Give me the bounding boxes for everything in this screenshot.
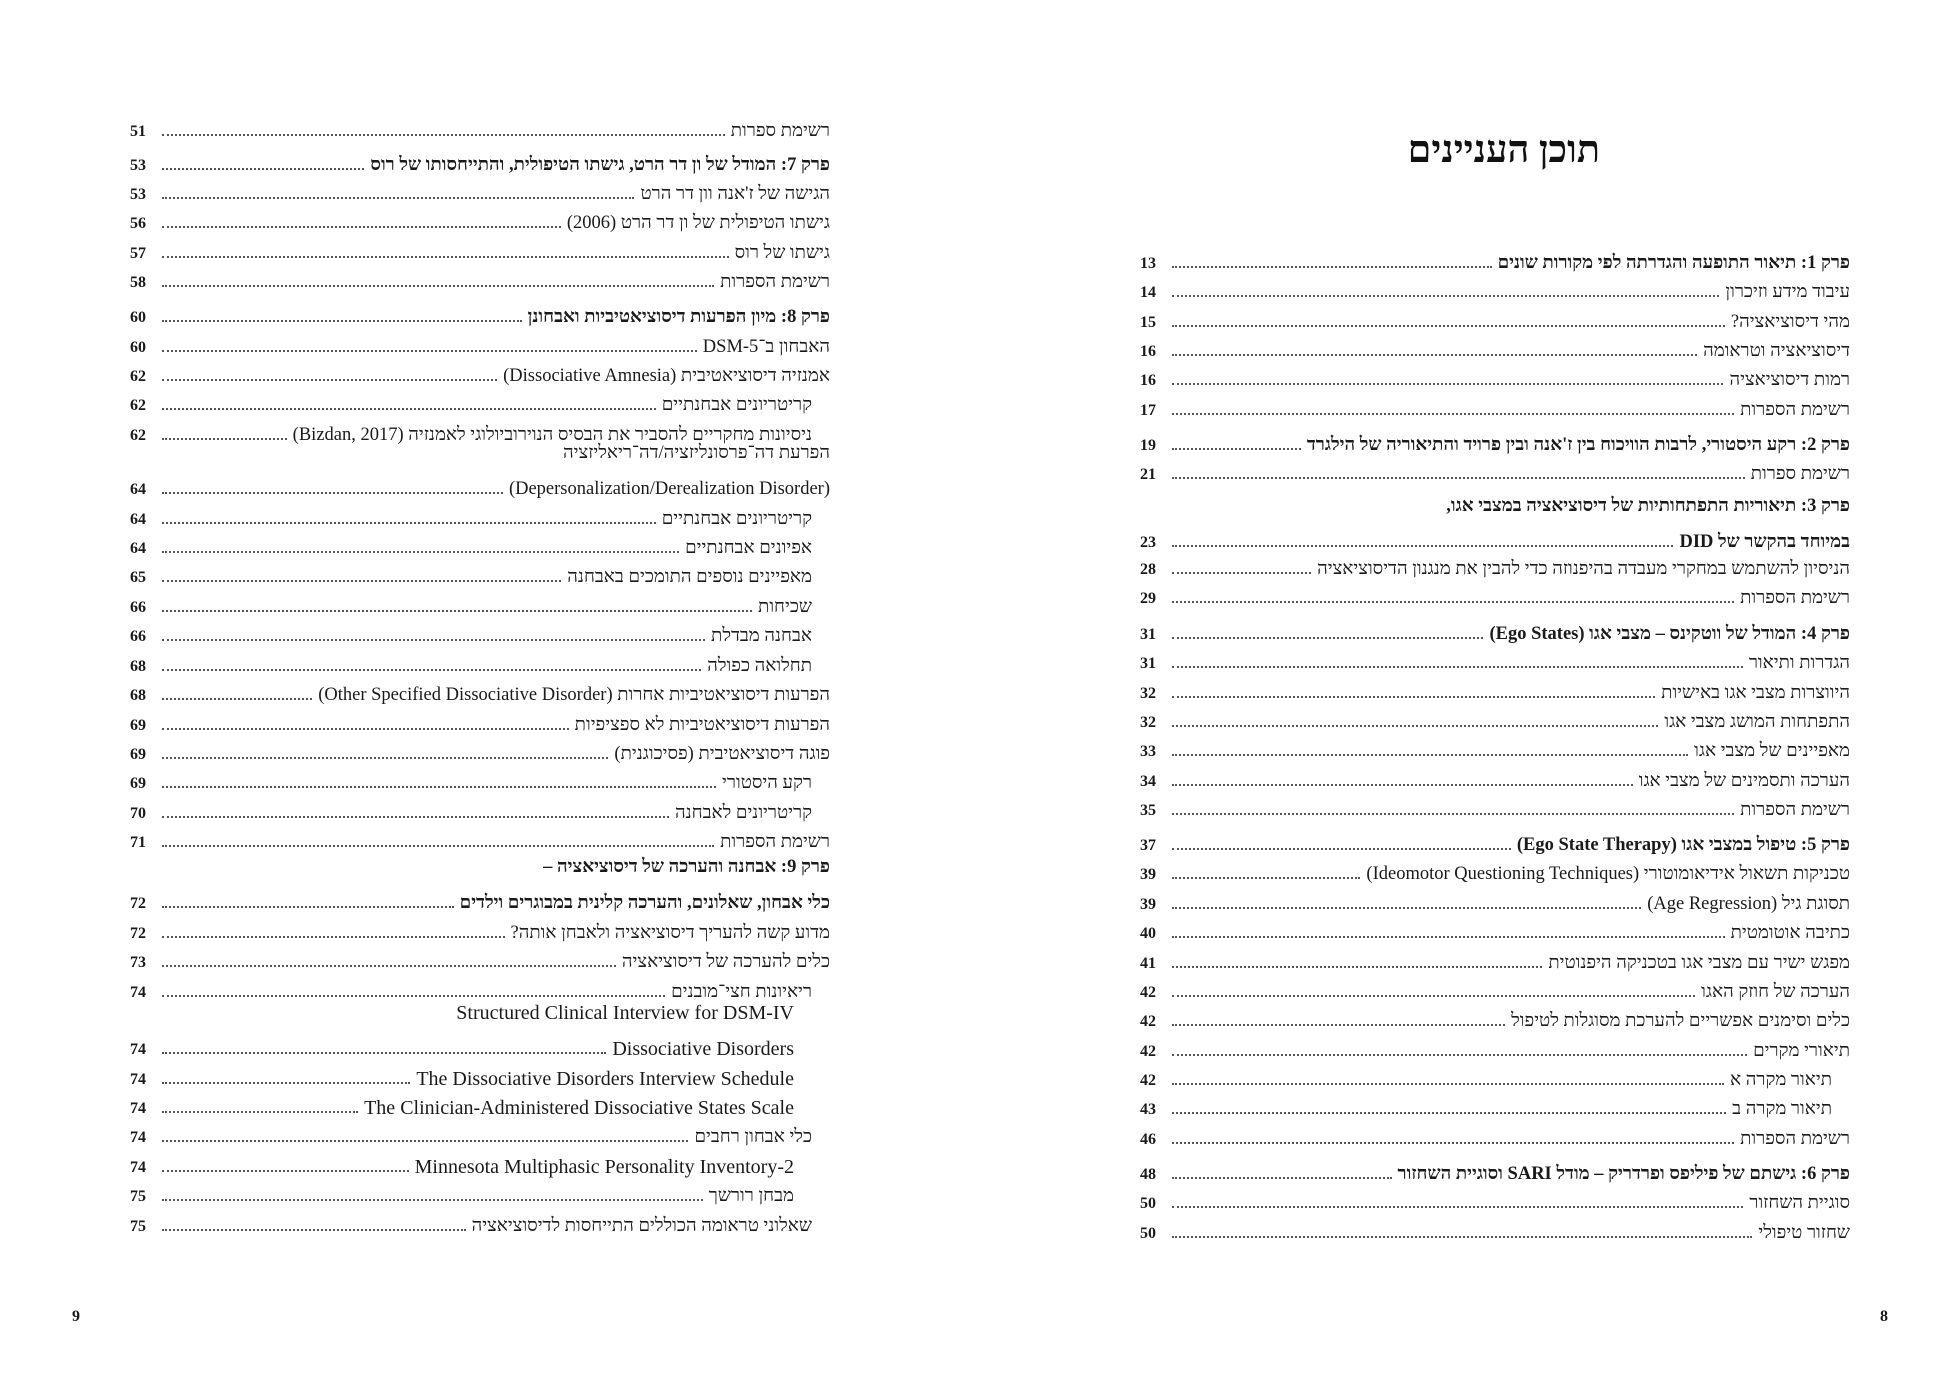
- page-number-left: 9: [72, 1308, 80, 1325]
- dot-leader: [1172, 1177, 1392, 1179]
- dot-leader: [162, 438, 287, 440]
- toc-page-number: 74: [130, 1159, 146, 1176]
- toc-page-number: 15: [1140, 314, 1156, 331]
- toc-page-number: 19: [1140, 437, 1156, 454]
- toc-entry-title: Dissociative Disorders: [612, 1038, 794, 1060]
- toc-page-number: 16: [1140, 343, 1156, 360]
- toc-entry-title: הפרעות דיסוציאטיביות לא ספציפיות: [574, 715, 830, 735]
- toc-entry-title: רשימת ספרות: [1750, 464, 1850, 484]
- toc-entry: [130, 235, 830, 265]
- dot-leader: [162, 1199, 703, 1201]
- toc-page-number: 73: [130, 954, 146, 971]
- toc-entry-title: תיאור מקרה א: [1729, 1070, 1832, 1090]
- toc-entry-title: פרק 5: טיפול במצבי אגו (Ego State Therapy): [1516, 835, 1850, 855]
- toc-entry: [1140, 1185, 1850, 1215]
- dot-leader: [162, 1140, 688, 1142]
- toc-entry: [1140, 1215, 1850, 1245]
- toc-entry-title: הפרעות דיסוציאטיביות אחרות (Other Specified Dissociative Disorder): [318, 685, 830, 705]
- toc-page-number: 32: [1140, 714, 1156, 731]
- toc-page-number: 39: [1140, 896, 1156, 913]
- toc-entry: [130, 824, 830, 854]
- toc-entry-title: רשימת הספרות: [720, 832, 830, 852]
- toc-entry: [130, 707, 830, 737]
- dot-leader: [162, 522, 656, 524]
- dot-leader: [162, 134, 725, 136]
- toc-entry-title: פרק 4: המודל של ווטקינס – מצבי אגו (Ego States): [1489, 624, 1850, 644]
- toc-entry-title-line1: הפרעת דה־פרסונליזציה/דה־ריאליזציה: [563, 443, 830, 463]
- dot-leader: [162, 1170, 409, 1172]
- toc-entry-title: רקע היסטורי: [722, 773, 812, 793]
- toc-page-number: 69: [130, 775, 146, 792]
- dot-leader: [1172, 601, 1734, 603]
- toc-entry-title: רשימת הספרות: [1740, 588, 1850, 608]
- toc-page-number: 50: [1140, 1195, 1156, 1212]
- toc-entry-title: קריטריונים אבחנתיים: [661, 395, 812, 415]
- toc-chapter-entry: [1140, 245, 1850, 275]
- toc-entry-title: (Depersonalization/Derealization Disorder): [508, 479, 830, 499]
- toc-entry-title: גישתו של רוס: [734, 243, 830, 263]
- toc-page-number: 42: [1140, 1013, 1156, 1030]
- toc-entry: [1140, 886, 1850, 916]
- dot-leader: [162, 256, 729, 258]
- dot-leader: [1172, 383, 1723, 385]
- toc-entry-title: כלי אבחון, שאלונים, והערכה קלינית במבוגרים וילדים: [459, 893, 830, 913]
- toc-entry-title: מאפיינים של מצבי אגו: [1694, 741, 1850, 761]
- toc-entry: [130, 1119, 830, 1149]
- toc-entry: [130, 618, 830, 648]
- toc-entry-title: שחזור טיפולי: [1758, 1223, 1850, 1243]
- dot-leader: [1172, 1112, 1726, 1114]
- toc-page-number: 66: [130, 628, 146, 645]
- toc-entry: [1140, 915, 1850, 945]
- toc-entry-title: אפיונים אבחנתיים: [685, 538, 812, 558]
- toc-page-number: 16: [1140, 372, 1156, 389]
- toc-entry: [130, 471, 830, 501]
- dot-leader: [162, 408, 656, 410]
- dot-leader: [1172, 966, 1542, 968]
- toc-page-number: 28: [1140, 561, 1156, 578]
- toc-entry: [1140, 580, 1850, 610]
- dot-leader: [1172, 995, 1695, 997]
- toc-page-number: 41: [1140, 955, 1156, 972]
- toc-chapter-entry: [130, 299, 830, 329]
- dot-leader: [162, 845, 714, 847]
- dot-leader: [162, 995, 665, 997]
- toc-entry: [130, 1090, 830, 1120]
- toc-entry-title: מאפיינים נוספים התומכים באבחנה: [567, 567, 812, 587]
- toc-entry-title: פרק 2: רקע היסטורי, לרבות הוויכוח בין ז'אנה ובין פרויד והתיאוריה של הילגרד: [1306, 435, 1850, 455]
- toc-entry: [1140, 362, 1850, 392]
- toc-page-number: 33: [1140, 743, 1156, 760]
- dot-leader: [1172, 266, 1492, 268]
- toc-entry-title: דיסוציאציה וטראומה: [1703, 341, 1850, 361]
- toc-entry: [1140, 1091, 1850, 1121]
- dot-leader: [162, 965, 616, 967]
- toc-entry-title: הערכה של חוזק האגו: [1701, 982, 1850, 1002]
- dot-leader: [162, 350, 697, 352]
- toc-entry-title: אמנזיה דיסוציאטיבית (Dissociative Amnesia): [503, 366, 830, 386]
- toc-entry: [1140, 1062, 1850, 1092]
- toc-page-number: 31: [1140, 626, 1156, 643]
- toc-entry-title: Minnesota Multiphasic Personality Inventory-2: [414, 1156, 794, 1178]
- toc-chapter-entry: [1140, 1156, 1850, 1186]
- dot-leader: [1172, 325, 1725, 327]
- toc-page-number: 64: [130, 481, 146, 498]
- toc-page-number: 21: [1140, 466, 1156, 483]
- toc-page-number: 50: [1140, 1225, 1156, 1242]
- toc-page-number: 64: [130, 511, 146, 528]
- toc-entry: [130, 358, 830, 388]
- toc-entry-title: פרק 1: תיאור התופעה והגדרתה לפי מקורות שונים: [1497, 253, 1850, 273]
- toc-entry-title: גישתו הטיפולית של ון דר הרט (2006): [566, 213, 830, 233]
- dot-leader: [162, 168, 364, 170]
- toc-entry: [1140, 763, 1850, 793]
- toc-title: תוכן העניינים: [1407, 129, 1600, 171]
- toc-page-number: 31: [1140, 655, 1156, 672]
- toc-page-number: 42: [1140, 1043, 1156, 1060]
- toc-entry: [130, 1149, 830, 1179]
- dot-leader: [162, 1111, 358, 1113]
- dot-leader: [162, 1229, 466, 1231]
- dot-leader: [1172, 666, 1743, 668]
- toc-entry-title: מפגש ישיר עם מצבי אגו בטכניקה היפנוטית: [1548, 953, 1850, 973]
- dot-leader: [162, 669, 701, 671]
- toc-entry-title: פרק 8: מיון הפרעות דיסוציאטיביות ואבחונן: [527, 307, 830, 327]
- dot-leader: [1172, 848, 1511, 850]
- toc-entry-title: האבחון ב־DSM-5: [702, 337, 830, 357]
- toc-page-number: 62: [130, 368, 146, 385]
- toc-entry-title: רשימת ספרות: [730, 121, 830, 141]
- toc-entry-title: רשימת הספרות: [1740, 400, 1850, 420]
- toc-entry: [1140, 945, 1850, 975]
- dot-leader: [1172, 1142, 1734, 1144]
- toc-entry: [130, 113, 830, 143]
- toc-entry: [1140, 974, 1850, 1004]
- toc-page-number: 66: [130, 599, 146, 616]
- dot-leader: [162, 816, 669, 818]
- toc-page-number: 40: [1140, 925, 1156, 942]
- toc-entry-title: תחלואה כפולה: [707, 656, 812, 676]
- toc-page-number: 68: [130, 658, 146, 675]
- dot-leader: [162, 320, 522, 322]
- toc-entry: [1140, 704, 1850, 734]
- toc-entry-title: שאלוני טראומה הכוללים התייחסות לדיסוציאציה: [471, 1216, 812, 1236]
- toc-entry: [1140, 1033, 1850, 1063]
- toc-page-number: 74: [130, 1041, 146, 1058]
- toc-entry: [130, 1061, 830, 1091]
- toc-entry: [130, 176, 830, 206]
- dot-leader: [162, 197, 634, 199]
- toc-page-number: 43: [1140, 1101, 1156, 1118]
- dot-leader: [1172, 572, 1311, 574]
- toc-page-number: 42: [1140, 1072, 1156, 1089]
- toc-entry: [1140, 333, 1850, 363]
- toc-page-number: 32: [1140, 685, 1156, 702]
- toc-entry: [1140, 392, 1850, 422]
- toc-entry: [130, 915, 830, 945]
- dot-leader: [1172, 784, 1633, 786]
- dot-leader: [1172, 413, 1734, 415]
- toc-entry: [130, 795, 830, 825]
- toc-page-number: 69: [130, 717, 146, 734]
- toc-page-number: 60: [130, 339, 146, 356]
- dot-leader: [1172, 1054, 1747, 1056]
- toc-page-number: 60: [130, 309, 146, 326]
- toc-page-number: 17: [1140, 402, 1156, 419]
- toc-entry-title-line1: Structured Clinical Interview for DSM-IV: [456, 1002, 794, 1024]
- dot-leader: [1172, 545, 1673, 547]
- toc-entry: [1140, 551, 1850, 581]
- toc-page-number: 57: [130, 245, 146, 262]
- toc-entry: [130, 589, 830, 619]
- dot-leader: [162, 285, 714, 287]
- toc-entry: [130, 501, 830, 531]
- toc-entry: [130, 1031, 830, 1061]
- toc-entry: [1140, 792, 1850, 822]
- toc-entry-title: פרק 7: המודל של ון דר הרט, גישתו הטיפולית, והתייחסותו של רוס: [370, 155, 830, 175]
- toc-entry: [1140, 733, 1850, 763]
- dot-leader: [1172, 696, 1655, 698]
- toc-page-number: 58: [130, 274, 146, 291]
- toc-entry-title: רשימת הספרות: [1740, 1129, 1850, 1149]
- toc-entry: [1140, 856, 1850, 886]
- toc-entry-title: הערכה ותסמינים של מצבי אגו: [1638, 771, 1850, 791]
- toc-entry-title: כלים להערכה של דיסוציאציה: [621, 952, 830, 972]
- toc-entry-title: פרק 6: גישתם של פיליפס ופרדריק – מודל SARI וסוגיית השחזור: [1397, 1164, 1850, 1184]
- dot-leader: [1172, 907, 1641, 909]
- toc-page-number: 75: [130, 1188, 146, 1205]
- toc-page-number: 71: [130, 834, 146, 851]
- toc-entry: [130, 736, 830, 766]
- toc-entry: [1140, 675, 1850, 705]
- dot-leader: [162, 698, 312, 700]
- toc-entry: [130, 559, 830, 589]
- toc-entry-title: ריאיונות חצי־מובנים: [671, 982, 812, 1002]
- dot-leader: [162, 379, 497, 381]
- toc-entry-title: הגדרות ותיאור: [1748, 653, 1850, 673]
- dot-leader: [1172, 1236, 1752, 1238]
- toc-entry-title: סוגיית השחזור: [1749, 1193, 1850, 1213]
- toc-entry-title: אבחנה מבדלת: [711, 626, 812, 646]
- dot-leader: [162, 786, 716, 788]
- toc-chapter-entry: [1140, 616, 1850, 646]
- toc-page-number: 23: [1140, 534, 1156, 551]
- toc-page-number: 74: [130, 1071, 146, 1088]
- toc-entry-title: תיאורי מקרים: [1753, 1041, 1850, 1061]
- toc-page-number: 34: [1140, 773, 1156, 790]
- toc-entry-title: עיבוד מידע וזיכרון: [1725, 282, 1850, 302]
- dot-leader: [162, 1082, 410, 1084]
- toc-page-number: 62: [130, 397, 146, 414]
- toc-chapter-entry: [1140, 524, 1850, 554]
- dot-leader: [162, 728, 569, 730]
- toc-entry-title: The Clinician-Administered Dissociative States Scale: [364, 1097, 794, 1119]
- dot-leader: [162, 610, 752, 612]
- toc-chapter-entry: [130, 885, 830, 915]
- toc-entry: [1140, 456, 1850, 486]
- toc-entry: [1140, 1003, 1850, 1033]
- dot-leader: [1172, 1206, 1743, 1208]
- toc-page-number: 51: [130, 123, 146, 140]
- dot-leader: [162, 551, 679, 553]
- dot-leader: [1172, 1083, 1724, 1085]
- toc-entry: [130, 1208, 830, 1238]
- dot-leader: [162, 580, 561, 582]
- toc-page-number: 29: [1140, 590, 1156, 607]
- toc-entry-title: כלי אבחון רחבים: [694, 1127, 812, 1147]
- toc-entry-title: קריטריונים אבחנתיים: [661, 509, 812, 529]
- toc-entry-title: טכניקות תשאול אידיאומוטורי (Ideomotor Questioning Techniques): [1366, 864, 1850, 884]
- toc-page-number: 13: [1140, 255, 1156, 272]
- toc-entry-title: תסוגת גיל (Age Regression): [1647, 894, 1850, 914]
- toc-entry: [130, 205, 830, 235]
- toc-entry-title: רמות דיסוציאציה: [1729, 370, 1850, 390]
- toc-entry: [130, 677, 830, 707]
- toc-page-number: 70: [130, 805, 146, 822]
- toc-page-number: 48: [1140, 1166, 1156, 1183]
- toc-chapter-entry: [1140, 427, 1850, 457]
- toc-entry-title: קריטריונים לאבחנה: [675, 803, 812, 823]
- toc-entry-title: מהי דיסוציאציה?: [1730, 312, 1850, 332]
- toc-entry-title: מבחן רורשך: [708, 1186, 794, 1206]
- toc-entry: [1140, 304, 1850, 334]
- toc-page-number: 68: [130, 687, 146, 704]
- toc-page-number: 14: [1140, 284, 1156, 301]
- toc-entry: [1140, 274, 1850, 304]
- toc-page-number: 75: [130, 1218, 146, 1235]
- toc-page-number: 35: [1140, 802, 1156, 819]
- toc-entry-title: The Dissociative Disorders Interview Schedule: [416, 1068, 794, 1090]
- dot-leader: [1172, 354, 1697, 356]
- toc-entry-title: כתיבה אוטומטית: [1730, 923, 1850, 943]
- toc-page-number: 56: [130, 215, 146, 232]
- dot-leader: [1172, 295, 1719, 297]
- toc-entry: [130, 648, 830, 678]
- toc-page-number: 39: [1140, 866, 1156, 883]
- dot-leader: [162, 226, 561, 228]
- dot-leader: [1172, 637, 1483, 639]
- toc-chapter-entry: [1140, 827, 1850, 857]
- toc-entry-title: שכיחות: [758, 597, 812, 617]
- toc-entry-title: הניסיון להשתמש במחקרי מעבדה בהיפנוזה כדי להבין את מנגנון הדיסוציאציה: [1317, 559, 1850, 579]
- toc-page-number: 74: [130, 1100, 146, 1117]
- dot-leader: [1172, 477, 1745, 479]
- page-number-right: 8: [1880, 1308, 1888, 1325]
- toc-page-number: 74: [130, 1129, 146, 1146]
- dot-leader: [162, 639, 705, 641]
- toc-page-number: 46: [1140, 1131, 1156, 1148]
- toc-entry: [130, 765, 830, 795]
- dot-leader: [1172, 448, 1301, 450]
- toc-entry-title: התפתחות המושג מצבי אגו: [1664, 712, 1850, 732]
- toc-page-number: 69: [130, 746, 146, 763]
- toc-page-number: 53: [130, 157, 146, 174]
- toc-entry-title: תיאור מקרה ב: [1732, 1099, 1832, 1119]
- dot-leader: [162, 906, 454, 908]
- toc-page-number: 62: [130, 427, 146, 444]
- toc-entry-title: במיוחד בהקשר של DID: [1679, 532, 1850, 552]
- toc-entry: [130, 387, 830, 417]
- toc-page-number: 42: [1140, 984, 1156, 1001]
- toc-entry: [130, 974, 830, 1004]
- toc-entry-title-line1: פרק 3: תיאוריות התפתחותיות של דיסוציאציה במצבי אגו,: [1446, 496, 1850, 516]
- toc-page-number: 74: [130, 984, 146, 1001]
- toc-page-number: 37: [1140, 837, 1156, 854]
- toc-entry: [1140, 1121, 1850, 1151]
- dot-leader: [162, 936, 505, 938]
- toc-entry-title: ניסיונות מחקריים להסביר את הבסיס הנוירוביולוגי לאמנזיה (Bizdan, 2017): [292, 425, 812, 445]
- toc-entry-title-line1: פרק 9: אבחנה והערכה של דיסוציאציה –: [543, 857, 830, 877]
- toc-entry: [130, 1178, 830, 1208]
- toc-entry-title: מדוע קשה להעריך דיסוציאציה ולאבחן אותה?: [510, 923, 830, 943]
- toc-entry: [130, 944, 830, 974]
- toc-page-number: 72: [130, 895, 146, 912]
- dot-leader: [1172, 877, 1360, 879]
- dot-leader: [162, 492, 503, 494]
- dot-leader: [1172, 725, 1658, 727]
- toc-entry: [130, 530, 830, 560]
- dot-leader: [1172, 754, 1688, 756]
- toc-entry-title: היווצרות מצבי אגו באישיות: [1661, 683, 1850, 703]
- toc-entry-title: רשימת הספרות: [1740, 800, 1850, 820]
- toc-entry-title: פוגה דיסוציאטיבית (פסיכוגנית): [614, 744, 830, 764]
- toc-entry-title: כלים וסימנים אפשריים להערכת מסוגלות לטיפול: [1511, 1011, 1850, 1031]
- toc-page-number: 53: [130, 186, 146, 203]
- dot-leader: [1172, 1024, 1505, 1026]
- toc-entry: [130, 264, 830, 294]
- toc-entry: [130, 329, 830, 359]
- toc-page-number: 64: [130, 540, 146, 557]
- toc-page-number: 72: [130, 925, 146, 942]
- toc-entry: [1140, 645, 1850, 675]
- dot-leader: [1172, 936, 1725, 938]
- dot-leader: [1172, 813, 1734, 815]
- toc-chapter-entry: [130, 147, 830, 177]
- toc-entry-title: הגישה של ז'אנה וון דר הרט: [640, 184, 830, 204]
- dot-leader: [162, 1052, 606, 1054]
- toc-entry-title: רשימת הספרות: [720, 272, 830, 292]
- dot-leader: [162, 757, 608, 759]
- toc-page-number: 65: [130, 569, 146, 586]
